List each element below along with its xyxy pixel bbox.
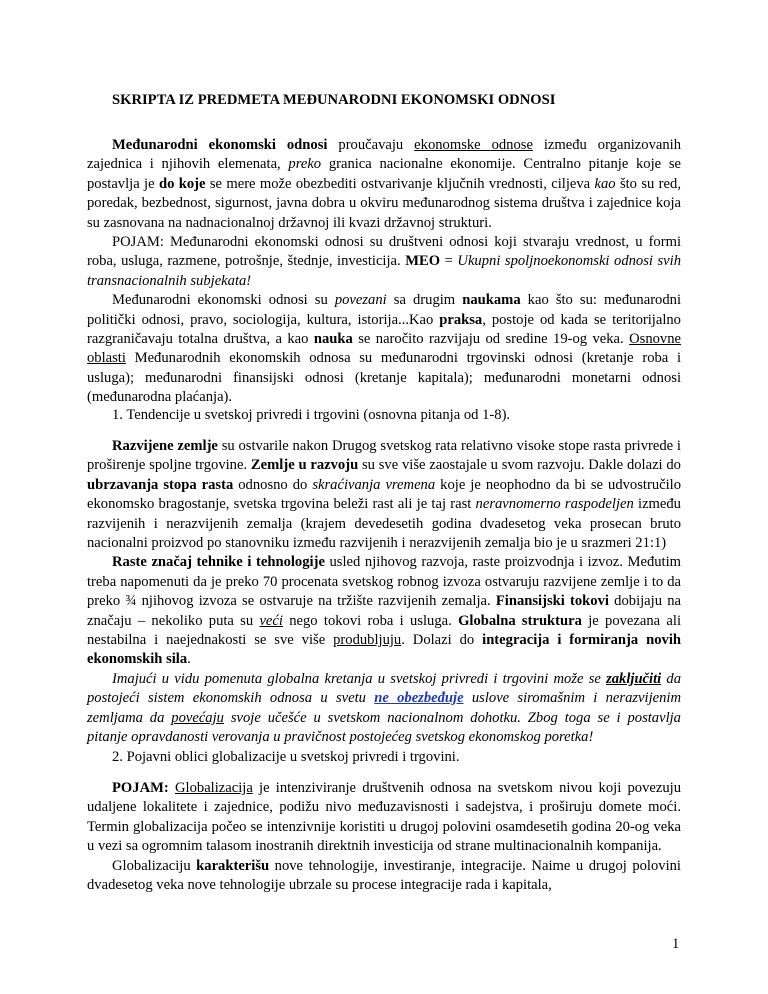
paragraph-povezanost: Međunarodni ekonomski odnosi su povezani sa drugim naukama kao što su: međunarodni politički odnosi, pravo, sociologija, kultura, istorija...Kao praksa, postoje od kada se teritorijalno razgraničavaju totalna društva, a kao nauka se naročito razvijaju od sredine 19-og veka. Osnovne oblasti Međunarodnih ekonomskih odnosa su međunarodni trgovinski odnosi (kretanje roba i usluga); međunarodni finansijski odnosi (kretanje kapitala); međunarodni monetarni odnosi (međunarodna plaćanja). <box>87 292 682 406</box>
paragraph-tehnika: Raste značaj tehnike i tehnologije usled njihovog razvoja, raste proizvodnja i izvoz. Međutim treba napomenuti da je preko 70 procenata svetskog robnog izvoza ostvaruju razvijene zemlje i to da preko ¾ njihovog izvoza se ostvaruje na tržište razvijenih zemalja. Finansijski tokovi dobijaju na značaju – nekoliko puta su veći nego tokovi roba i usluga. Globalna struktura je povezana ali nestabilna i naejednakosti se sve više produbljuju. Dolazi do integracija i formiranja novih ekonomskih sila. <box>87 554 682 668</box>
section-heading-2: 2. Pojavni oblici globalizacije u svetskoj privredi i trgovini. <box>112 749 460 765</box>
paragraph-intro: Međunarodni ekonomski odnosi proučavaju ekonomske odnose između organizovanih zajednica i njihovih elemenata, preko granica nacionalne ekonomije. Centralno pitanje koje se postavlja je do koje se mere može obezbediti ostvarivanje ključnih vrednosti, ciljeva kao što su red, poredak, bezbednost, sigurnost, javna dobra u okviru međunarodnog sistema društva i zajednice koja su zasnovana na nadnacionalnoj državnoj ili kvazi državnoj strukturi. <box>87 137 681 231</box>
term-ekonomske-odnose: ekonomske odnose <box>414 137 533 153</box>
paragraph-pojam: POJAM: Međunarodni ekonomski odnosi su društveni odnosi koji stvaraju vrednost, u formi roba, usluga, razmene, potrošnje, štednje, investicija. MEO = Ukupni spoljnoekonomski odnosi svih transnacionalnih subjekata! <box>87 234 681 289</box>
paragraph-zakljucak: Imajući u vidu pomenuta globalna kretanja u svetskoj privredi i trgovini može se zaključiti da postojeći sistem ekonomskih odnosa u svetu ne obezbeđuje uslove siromašnim i nerazvijenim zemljama da povećaju svoje učešće u svetskom nacionalnom dohotku. Zbog toga se i postavlja pitanje opravdanosti verovanja u pravičnost postojećeg svetskog ekonomskog poretka! <box>87 670 682 746</box>
section-heading-1: 1. Tendencije u svetskoj privredi i trgovini (osnovna pitanja od 1-8). <box>112 407 511 423</box>
page-number: 1 <box>672 936 680 952</box>
globalizacija-section <box>87 779 681 895</box>
document-title: SKRIPTA IZ PREDMETA MEĐUNARODNI EKONOMSKI ODNOSI <box>112 92 556 108</box>
tendencije-section <box>87 437 681 748</box>
term-meo: Međunarodni ekonomski odnosi <box>112 137 328 153</box>
paragraph-globalizacija-pojam: POJAM: Globalizacija je intenziviranje društvenih odnosa na svetskom nivou koji povezuju udaljene lokalitete i zajednice, podižu nivo međuzavisnosti i sadejstva, i proširuju domete moći. Termin globalizacija počeo se intenzivnije koristiti u drugoj polovini osamdesetih godina 20-og veka u vezi sa ogromnim talasom inostranih direktnih investicija od strane multinacionalnih kompanija. <box>87 780 681 855</box>
intro-section <box>87 136 681 408</box>
paragraph-razvijene-zemlje: Razvijene zemlje su ostvarile nakon Drugog svetskog rata relativno visoke stope rasta privrede i proširenje spoljne trgovine. Zemlje u razvoju su sve više zaostajale u svom razvoju. Dakle dolazi do ubrzavanja stopa rasta odnosno do skraćivanja vremena koje je neophodno da bi se udvostručilo ekonomsko bragostanje, svetska trgovina beleži rast ali je taj rast neravnomerno raspodeljen između razvijenih i nerazvijenih zemalja (krajem devedesetih godina dvadesetog veka prosecan bruto nacionalni proizvod po stanovniku između razvijenih i nerazvijenih zemalja bio je u srazmeri 21:1) <box>87 438 681 552</box>
paragraph-globalizacija-karakteristike: Globalizaciju karakterišu nove tehnologije, investiranje, integracije. Naime u drugoj polovini dvadesetog veka nove tehnologije ubrzale su procese integracije rada i kapitala, <box>87 857 681 894</box>
